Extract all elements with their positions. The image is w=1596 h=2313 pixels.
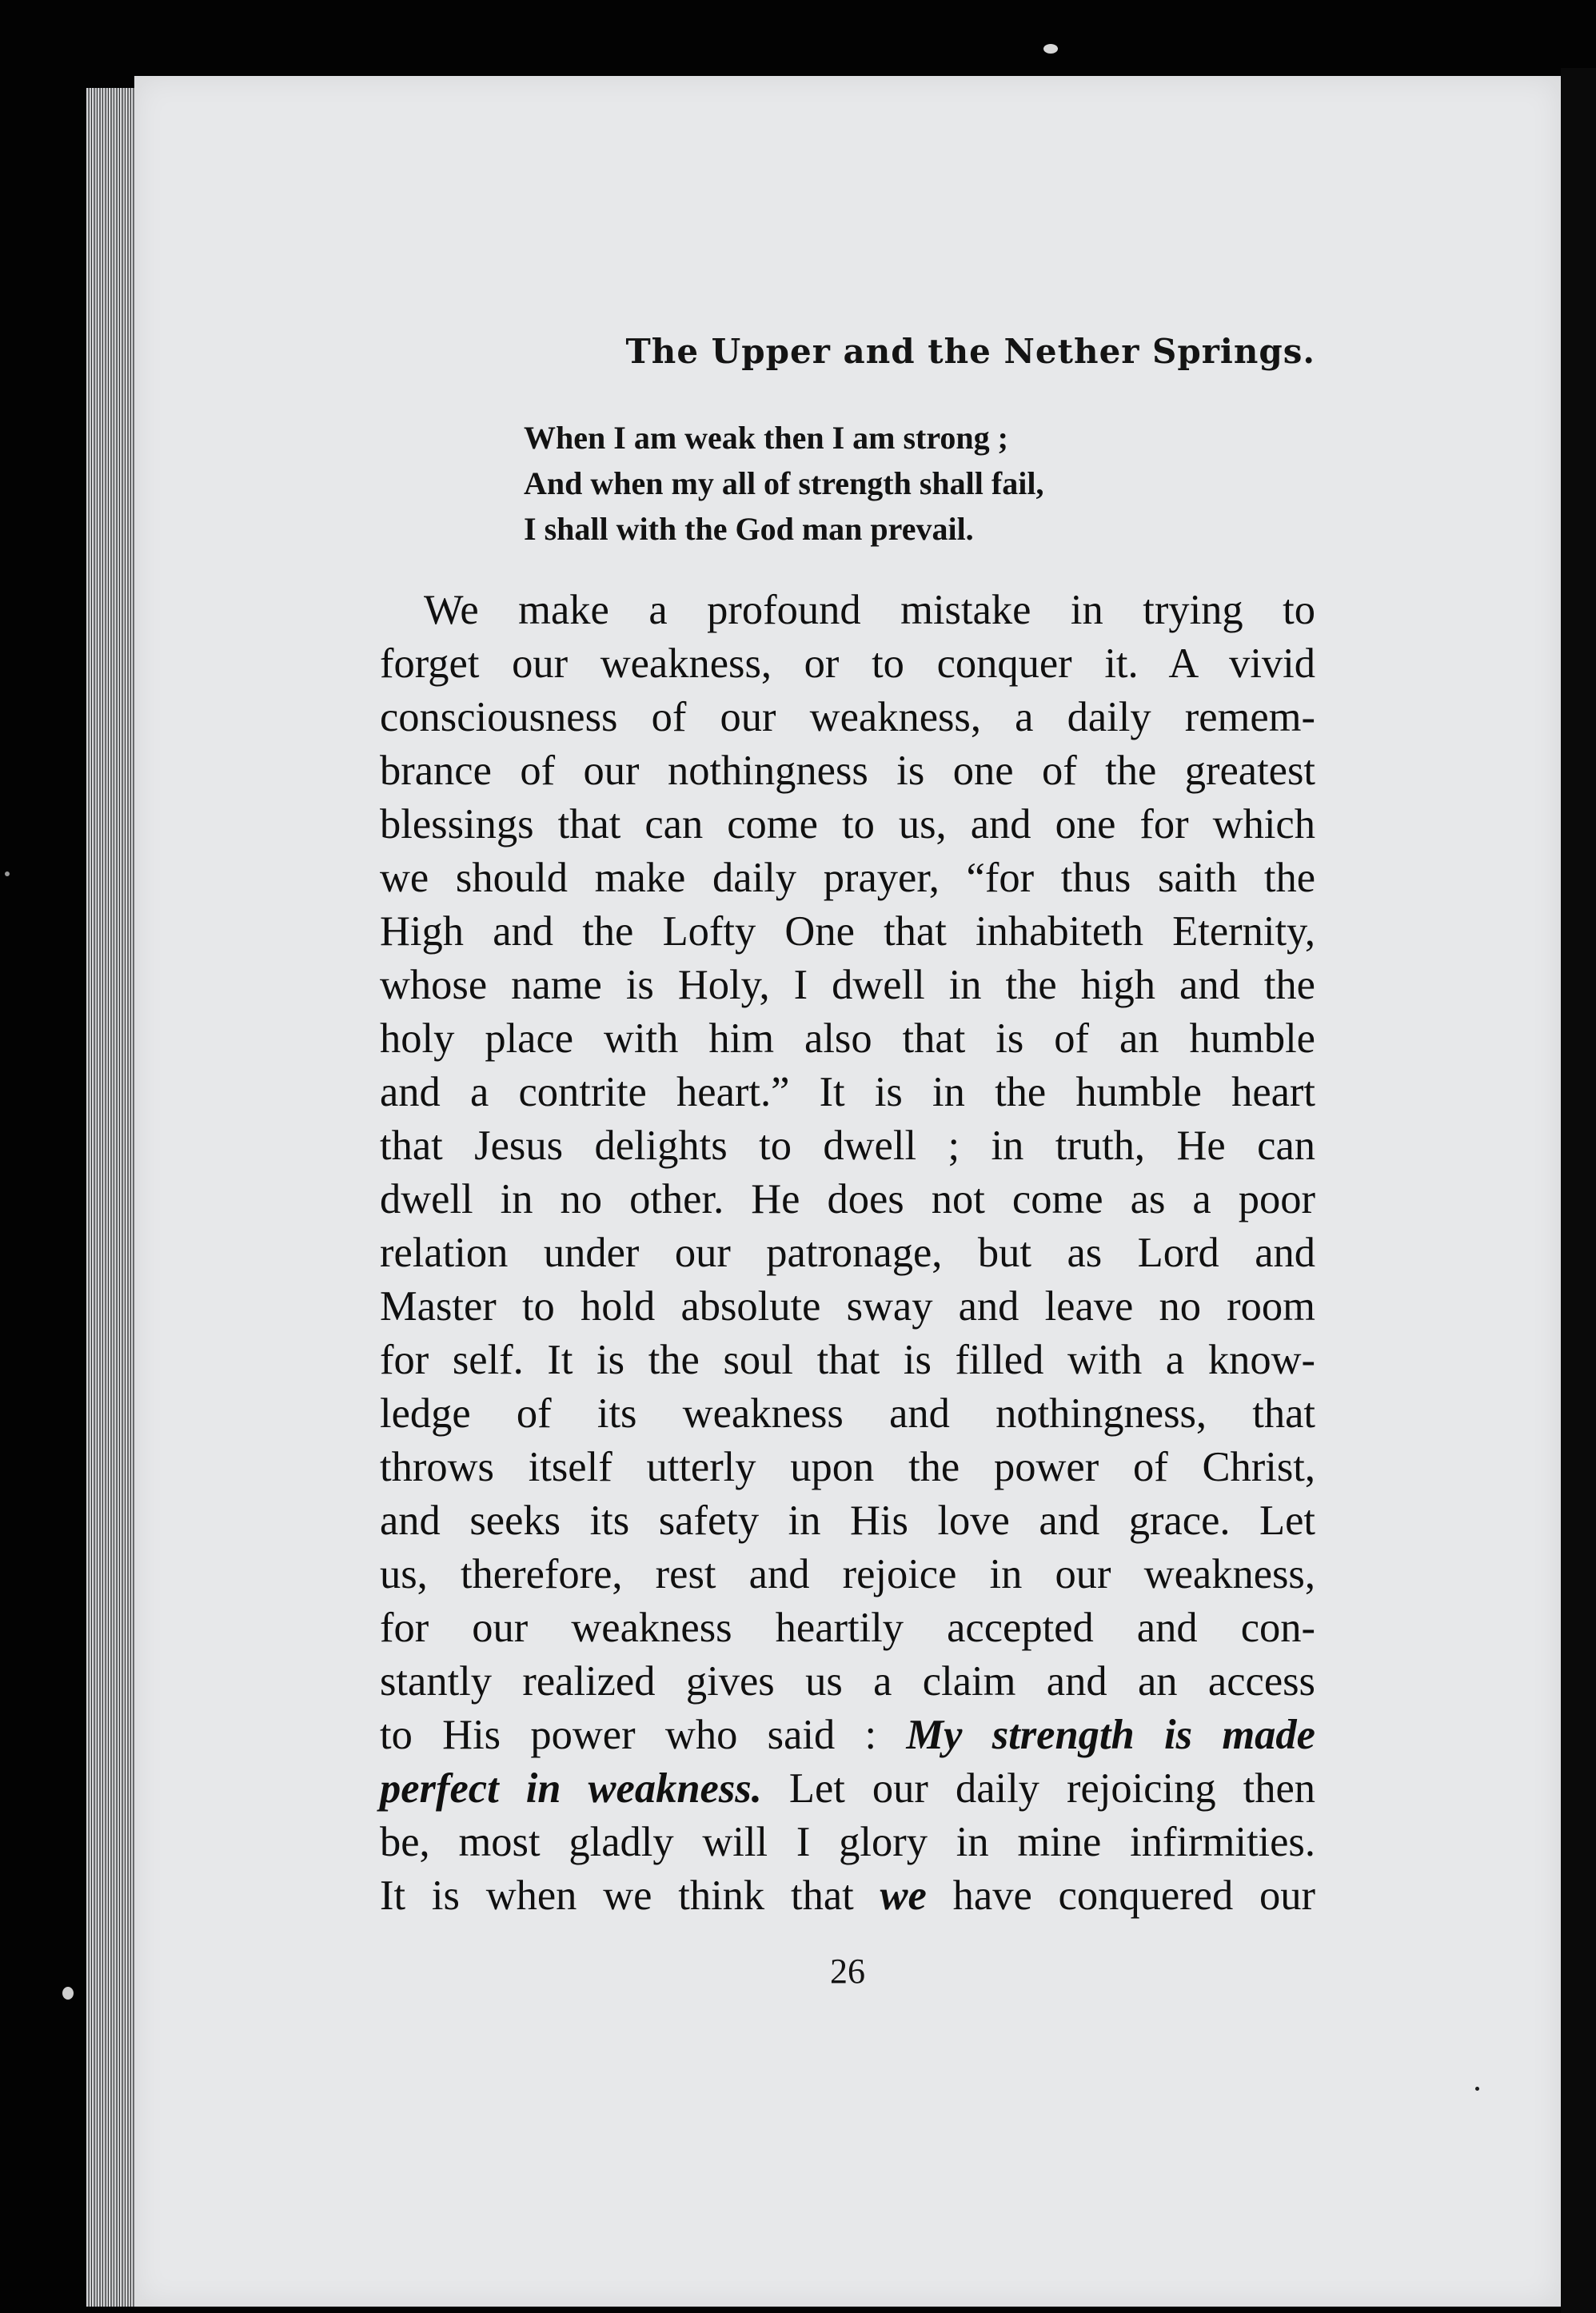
text-run: ledge of its weakness and nothingness, that	[380, 1390, 1315, 1437]
text-run: dwell in no other. He does not come as a poor	[380, 1176, 1315, 1222]
text-run: and seeks its safety in His love and grace. Let	[380, 1497, 1315, 1544]
body-line	[380, 1548, 1315, 1601]
body-line	[380, 905, 1315, 959]
verse	[524, 415, 1315, 552]
text-run: whose name is Holy, I dwell in the high and the	[380, 962, 1315, 1008]
body-line	[380, 744, 1315, 798]
verse-line: I shall with the God man prevail.	[524, 511, 974, 547]
text-run: blessings that can come to us, and one for which	[380, 801, 1315, 847]
text-run: for self. It is the soul that is filled with a know-	[380, 1337, 1315, 1383]
body-line	[380, 1387, 1315, 1441]
verse-line: When I am weak then I am strong ;	[524, 420, 1008, 456]
text-run: for our weakness heartily accepted and con-	[380, 1605, 1315, 1651]
text-run: stantly realized gives us a claim and an access	[380, 1658, 1315, 1705]
italic-text: My strength is made	[906, 1712, 1315, 1758]
body-line	[380, 1226, 1315, 1280]
italic-text: perfect in weakness.	[380, 1765, 762, 1812]
text-run: holy place with him also that is of an humble	[380, 1015, 1315, 1062]
text-run: Master to hold absolute sway and leave no room	[380, 1283, 1315, 1330]
body-line	[380, 691, 1315, 744]
body-line	[380, 584, 1315, 637]
text-run: to His power who said :	[380, 1712, 907, 1758]
page-number: 26	[830, 1952, 865, 1991]
body-line	[380, 1709, 1315, 1762]
text-run: throws itself utterly upon the power of Christ,	[380, 1444, 1315, 1490]
right-edge-shadow	[1561, 68, 1596, 2313]
speck	[1475, 2087, 1479, 2091]
text-run: forget our weakness, or to conquer it. A vivid	[380, 640, 1315, 687]
speck	[1043, 44, 1058, 54]
text-run: that Jesus delights to dwell ; in truth, He can	[380, 1123, 1315, 1169]
page-edges	[86, 88, 134, 2307]
body-text	[380, 584, 1315, 1923]
body-line	[380, 1494, 1315, 1548]
speck	[5, 871, 10, 876]
body-line	[380, 1601, 1315, 1655]
italic-text: we	[880, 1872, 927, 1919]
text-run: and a contrite heart.” It is in the humble heart	[380, 1069, 1315, 1115]
body-line	[380, 851, 1315, 905]
body-line	[380, 1119, 1315, 1173]
body-line	[380, 1280, 1315, 1334]
text-run: It is when we think that	[380, 1872, 880, 1919]
text-run: Let our daily rejoicing then	[761, 1765, 1316, 1812]
text-run: have conquered our	[926, 1872, 1315, 1919]
text-run: relation under our patronage, but as Lord and	[380, 1230, 1315, 1276]
body-line	[380, 1012, 1315, 1066]
text-run: We make a profound mistake in trying to	[424, 587, 1315, 633]
body-line	[380, 798, 1315, 851]
text-run: brance of our nothingness is one of the greatest	[380, 748, 1315, 794]
speck	[62, 1987, 74, 2000]
body-line	[380, 1762, 1315, 1816]
body-line	[380, 959, 1315, 1012]
body-line	[380, 1066, 1315, 1119]
body-line	[380, 1173, 1315, 1226]
body-line	[380, 1655, 1315, 1709]
text-run: High and the Lofty One that inhabiteth Eternity,	[380, 908, 1315, 955]
body-line	[380, 1441, 1315, 1494]
body-line	[380, 1334, 1315, 1387]
body-line	[380, 1816, 1315, 1869]
page-content	[380, 332, 1315, 1992]
verse-line: And when my all of strength shall fail,	[524, 465, 1044, 501]
running-head: The Upper and the Nether Springs.	[625, 332, 1315, 371]
text-run: we should make daily prayer, “for thus saith the	[380, 855, 1315, 901]
body-line	[380, 637, 1315, 691]
body-line	[380, 1869, 1315, 1923]
text-run: consciousness of our weakness, a daily remem-	[380, 694, 1315, 740]
text-run: us, therefore, rest and rejoice in our weakness,	[380, 1551, 1315, 1597]
text-run: be, most gladly will I glory in mine infirmities.	[380, 1819, 1315, 1865]
